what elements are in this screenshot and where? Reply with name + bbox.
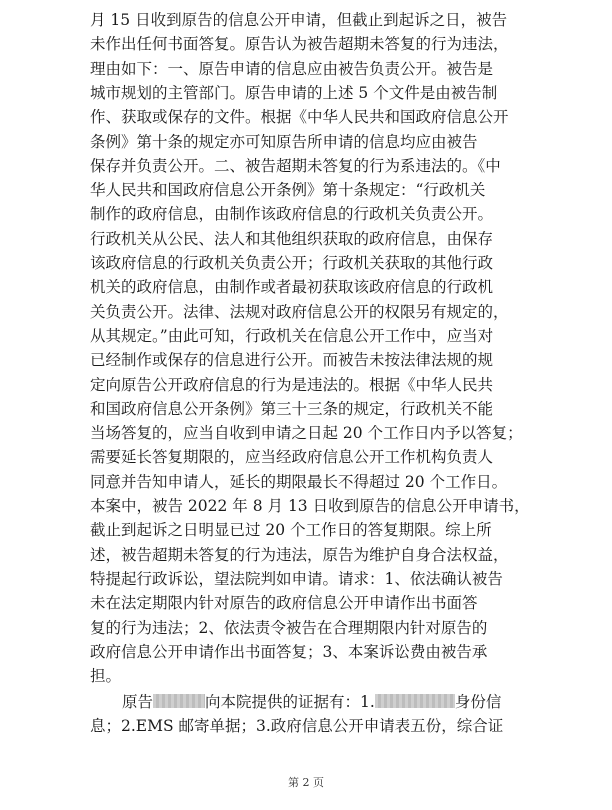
- evidence-text-2: 向本院提供的证据有：1.: [205, 693, 375, 711]
- body-line: 从其规定。”由此可知，行政机关在信息公开工作中，应当对: [90, 326, 494, 345]
- body-line: 当场答复的，应当自收到申请之日起 20 个工作日内予以答复；: [90, 424, 523, 443]
- body-line: 未作出任何书面答复。原告认为被告超期未答复的行为违法，: [90, 35, 509, 54]
- body-line: 条例》第十条的规定亦可知原告所申请的信息均应由被告: [90, 132, 478, 151]
- body-line: 和国政府信息公开条例》第三十三条的规定，行政机关不能: [90, 399, 494, 418]
- evidence-text-1: 原告: [122, 693, 154, 711]
- body-line: 该政府信息的行政机关负责公开；行政机关获取的其他行政: [90, 254, 494, 272]
- body-line: 政府信息公开申请作出书面答复；3、本案诉讼费由被告承: [90, 642, 488, 661]
- body-line: 保存并负责公开。二、被告超期未答复的行为系违法的。《中: [90, 156, 501, 175]
- body-line: 已经制作或保存的信息进行公开。而被告未按法律法规的规: [90, 351, 494, 370]
- body-line: 特提起行政诉讼，望法院判如申请。请求：1、依法确认被告: [90, 569, 503, 588]
- body-line: 未在法定期限内针对原告的政府信息公开申请作出书面答: [90, 594, 478, 613]
- body-line: 截止到起诉之日明显已过 20 个工作日的答复期限。综上所: [90, 521, 492, 540]
- body-line: 关负责公开。法律、法规对政府信息公开的权限另有规定的，: [90, 302, 509, 321]
- body-line: 作、获取或保存的文件。根据《中华人民共和国政府信息公开: [90, 108, 509, 127]
- evidence-continuation-line: 息；2.EMS 邮寄单据；3.政府信息公开申请表五份，综合证: [90, 717, 504, 735]
- body-line: 机关的政府信息，由制作或者最初获取该政府信息的行政机: [90, 278, 494, 297]
- redacted-name: [153, 694, 205, 708]
- body-line: 需要延长答复期限的，应当经政府信息公开工作机构负责人: [90, 448, 494, 467]
- evidence-paragraph-line: [122, 690, 501, 714]
- body-line: 担。: [90, 667, 122, 686]
- body-line: 华人民共和国政府信息公开条例》第十条规定：“行政机关: [90, 181, 486, 200]
- body-line: 制作的政府信息，由制作该政府信息的行政机关负责公开。: [90, 205, 494, 224]
- body-line: 同意并告知申请人，延长的期限最长不得超过 20 个工作日。: [90, 472, 508, 491]
- page-number: 第 2 页: [288, 776, 324, 789]
- evidence-text-3: 身份信: [454, 693, 502, 711]
- body-line: 复的行为违法；2、依法责令被告在合理期限内针对原告的: [90, 618, 488, 637]
- redacted-id: [375, 694, 455, 708]
- body-line: 行政机关从公民、法人和其他组织获取的政府信息，由保存: [90, 229, 494, 248]
- body-line: 述，被告超期未答复的行为违法，原告为维护自身合法权益，: [90, 545, 509, 564]
- body-line: 城市规划的主管部门。原告申请的上述 5 个文件是由被告制: [90, 83, 498, 102]
- body-line: 定向原告公开政府信息的行为是违法的。根据《中华人民共: [90, 375, 494, 394]
- body-line: 理由如下：一、原告申请的信息应由被告负责公开。被告是: [90, 59, 494, 78]
- body-line: 本案中，被告 2022 年 8 月 13 日收到原告的信息公开申请书，: [90, 497, 530, 515]
- body-line: 月 15 日收到原告的信息公开申请，但截止到起诉之日，被告: [90, 11, 508, 29]
